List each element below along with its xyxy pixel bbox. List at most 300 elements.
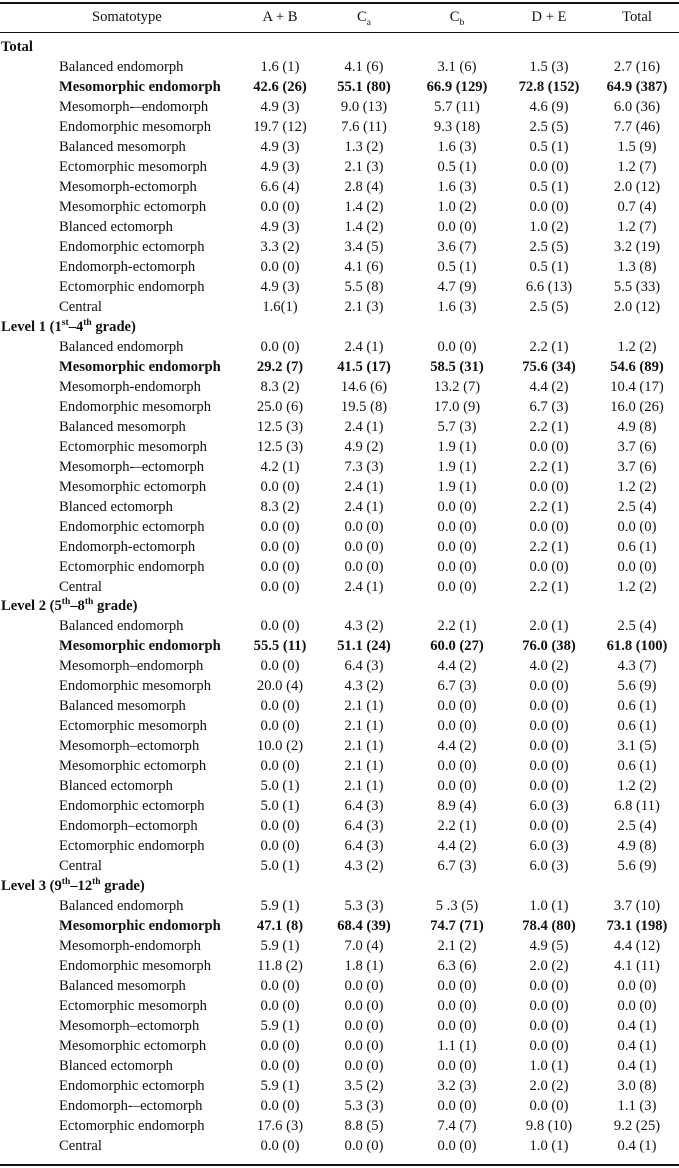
cell-de: 1.0 (1) bbox=[529, 1137, 569, 1154]
cell-de: 1.0 (2) bbox=[529, 218, 569, 235]
cell-total: 0.6 (1) bbox=[617, 718, 657, 735]
table-row bbox=[0, 856, 679, 876]
table-row bbox=[0, 1096, 679, 1116]
cell-total: 2.5 (4) bbox=[617, 818, 657, 835]
cell-de: 75.6 (34) bbox=[522, 358, 576, 375]
cell-de: 0.0 (0) bbox=[529, 558, 569, 575]
cell-total: 1.2 (2) bbox=[617, 338, 657, 355]
section-title-sup2: th bbox=[83, 317, 92, 328]
cell-ab: 0.0 (0) bbox=[260, 658, 300, 675]
cell-ab: 29.2 (7) bbox=[256, 358, 304, 375]
cell-ab: 5.0 (1) bbox=[260, 858, 300, 875]
somatotype-label: Ectomorphic mesomorph bbox=[59, 998, 207, 1014]
cell-cb: 13.2 (7) bbox=[433, 378, 481, 395]
cell-cb: 5 .3 (5) bbox=[435, 898, 479, 915]
cell-cb: 58.5 (31) bbox=[430, 358, 484, 375]
cell-total: 7.7 (46) bbox=[613, 118, 661, 135]
somatotype-label: Mesomorphic endomorph bbox=[59, 918, 221, 935]
cell-cb: 1.9 (1) bbox=[437, 458, 477, 475]
somatotype-label: Balanced mesomorph bbox=[59, 698, 186, 715]
somatotype-label: Mesomorph–ectomorph bbox=[59, 738, 200, 755]
cell-total: 0.4 (1) bbox=[617, 1018, 657, 1034]
cell-ab: 5.0 (1) bbox=[260, 778, 300, 795]
table-row bbox=[0, 437, 679, 457]
table-row bbox=[0, 1036, 679, 1056]
cell-cb: 74.7 (71) bbox=[430, 918, 484, 935]
cell-de: 1.5 (3) bbox=[529, 59, 569, 75]
cell-total: 1.5 (9) bbox=[617, 138, 657, 155]
cell-total: 5.5 (33) bbox=[613, 278, 661, 295]
somatotype-label: Central bbox=[59, 858, 102, 875]
somatotype-label: Blanced ectomorph bbox=[59, 218, 173, 235]
somatotype-label: Blanced ectomorph bbox=[59, 1058, 173, 1074]
somatotype-label: Central bbox=[59, 298, 102, 315]
cell-ab: 0.0 (0) bbox=[260, 838, 300, 855]
somatotype-label: Mesomorphic endomorph bbox=[59, 638, 221, 655]
somatotype-label: Mesomorphic ectomorph bbox=[59, 198, 207, 215]
cell-ca: 0.0 (0) bbox=[344, 558, 384, 575]
somatotype-label: Endomorphic mesomorph bbox=[59, 678, 211, 695]
cell-ab: 0.0 (0) bbox=[260, 758, 300, 775]
cell-cb: 6.7 (3) bbox=[437, 678, 477, 695]
somatotype-label: Mesomorph–ectomorph bbox=[59, 1018, 200, 1034]
cell-total: 0.4 (1) bbox=[617, 1137, 657, 1154]
table-row bbox=[0, 377, 679, 397]
cell-ab: 0.0 (0) bbox=[260, 1097, 300, 1114]
cell-de: 2.0 (2) bbox=[529, 958, 569, 975]
cell-total: 2.0 (12) bbox=[613, 178, 661, 195]
cell-ca: 6.4 (3) bbox=[344, 798, 384, 815]
cell-de: 0.0 (0) bbox=[529, 738, 569, 755]
cell-de: 0.0 (0) bbox=[529, 698, 569, 715]
cell-ca: 19.5 (8) bbox=[340, 398, 388, 415]
cell-total: 3.7 (6) bbox=[617, 458, 657, 475]
table-row bbox=[0, 117, 679, 137]
col-header-cb bbox=[417, 7, 497, 27]
cell-ab: 0.0 (0) bbox=[260, 578, 300, 595]
table-row bbox=[0, 656, 679, 676]
somatotype-label: Blanced ectomorph bbox=[59, 498, 173, 515]
cell-ab: 0.0 (0) bbox=[260, 1137, 300, 1154]
cell-cb: 0.0 (0) bbox=[437, 998, 477, 1014]
cell-de: 0.0 (0) bbox=[529, 478, 569, 495]
section-title-post: grade) bbox=[100, 878, 145, 895]
cell-ca: 6.4 (3) bbox=[344, 838, 384, 855]
cell-ca: 4.1 (6) bbox=[344, 258, 384, 275]
somatotype-label: Ectomorphic endomorph bbox=[59, 278, 205, 295]
somatotype-label: Endomorphic ectomorph bbox=[59, 518, 205, 535]
cell-de: 2.2 (1) bbox=[529, 418, 569, 435]
cell-ca: 3.4 (5) bbox=[344, 238, 384, 255]
cell-de: 0.0 (0) bbox=[529, 758, 569, 775]
cell-ca: 2.1 (1) bbox=[344, 758, 384, 775]
cell-cb: 0.0 (0) bbox=[437, 1137, 477, 1154]
cell-ab: 0.0 (0) bbox=[260, 698, 300, 715]
cell-cb: 8.9 (4) bbox=[437, 798, 477, 815]
table-row bbox=[0, 157, 679, 177]
cell-de: 2.2 (1) bbox=[529, 498, 569, 515]
cell-cb: 0.0 (0) bbox=[437, 698, 477, 715]
cell-total: 1.2 (2) bbox=[617, 778, 657, 795]
cell-cb: 1.6 (3) bbox=[437, 298, 477, 315]
cell-cb: 2.2 (1) bbox=[437, 818, 477, 835]
cell-cb: 0.0 (0) bbox=[437, 498, 477, 515]
cell-ca: 2.4 (1) bbox=[344, 498, 384, 515]
cell-total: 3.7 (10) bbox=[613, 898, 661, 915]
somatotype-label: Mesomorph-–endomorph bbox=[59, 98, 209, 115]
cell-total: 0.6 (1) bbox=[617, 758, 657, 775]
cell-ca: 2.4 (1) bbox=[344, 338, 384, 355]
cell-de: 2.2 (1) bbox=[529, 578, 569, 595]
cell-de: 4.6 (9) bbox=[529, 98, 569, 115]
cell-ab: 8.3 (2) bbox=[260, 378, 300, 395]
cell-ca: 6.4 (3) bbox=[344, 818, 384, 835]
table-row bbox=[0, 996, 679, 1016]
cell-de: 0.5 (1) bbox=[529, 258, 569, 275]
cell-de: 0.0 (0) bbox=[529, 1038, 569, 1054]
somatotype-label: Endomorphic mesomorph bbox=[59, 118, 211, 135]
cell-ab: 0.0 (0) bbox=[260, 538, 300, 555]
cell-ca: 1.3 (2) bbox=[344, 138, 384, 155]
somatotype-label: Ectomorphic mesomorph bbox=[59, 438, 207, 455]
table-row bbox=[0, 1136, 679, 1156]
somatotype-label: Endomorphic ectomorph bbox=[59, 1078, 205, 1094]
cell-ab: 0.0 (0) bbox=[260, 1058, 300, 1074]
cell-de: 4.0 (2) bbox=[529, 658, 569, 675]
cell-cb: 0.0 (0) bbox=[437, 218, 477, 235]
table-row bbox=[0, 1116, 679, 1136]
cell-de: 6.0 (3) bbox=[529, 838, 569, 855]
somatotype-label: Balanced endomorph bbox=[59, 898, 184, 915]
somatotype-label: Central bbox=[59, 1137, 102, 1154]
somatotype-label: Endomorph-ectomorph bbox=[59, 258, 196, 275]
somatotype-label: Mesomorph-–ectomorph bbox=[59, 458, 205, 475]
cell-ab: 5.9 (1) bbox=[260, 1018, 300, 1034]
cell-de: 0.0 (0) bbox=[529, 818, 569, 835]
somatotype-label: Balanced mesomorph bbox=[59, 418, 186, 435]
cell-cb: 0.5 (1) bbox=[437, 258, 477, 275]
somatotype-label: Mesomorph-endomorph bbox=[59, 938, 201, 955]
cell-total: 0.0 (0) bbox=[617, 978, 657, 995]
cell-ca: 5.3 (3) bbox=[344, 898, 384, 915]
cell-total: 3.1 (5) bbox=[617, 738, 657, 755]
col-header-cb-base: C bbox=[449, 9, 460, 25]
cell-ab: 25.0 (6) bbox=[256, 398, 304, 415]
table-row bbox=[0, 796, 679, 816]
cell-de: 0.0 (0) bbox=[529, 158, 569, 175]
cell-ab: 10.0 (2) bbox=[256, 738, 304, 755]
cell-ab: 5.9 (1) bbox=[260, 898, 300, 915]
cell-ab: 3.3 (2) bbox=[260, 238, 300, 255]
somatotype-label: Endomorph-–ectomorph bbox=[59, 1097, 203, 1114]
cell-cb: 4.4 (2) bbox=[437, 738, 477, 755]
bottom-rule bbox=[0, 1164, 679, 1166]
table-row bbox=[0, 77, 679, 97]
table-row bbox=[0, 477, 679, 497]
cell-cb: 4.7 (9) bbox=[437, 278, 477, 295]
somatotype-label: Ectomorphic mesomorph bbox=[59, 158, 207, 175]
cell-de: 0.0 (0) bbox=[529, 778, 569, 795]
cell-total: 10.4 (17) bbox=[610, 378, 664, 395]
cell-cb: 0.0 (0) bbox=[437, 558, 477, 575]
cell-ca: 5.5 (8) bbox=[344, 278, 384, 295]
cell-ca: 0.0 (0) bbox=[344, 1137, 384, 1154]
somatotype-label: Endomorphic mesomorph bbox=[59, 398, 211, 415]
cell-ca: 1.4 (2) bbox=[344, 198, 384, 215]
cell-total: 3.2 (19) bbox=[613, 238, 661, 255]
cell-de: 2.2 (1) bbox=[529, 458, 569, 475]
table-row bbox=[0, 357, 679, 377]
cell-ca: 0.0 (0) bbox=[344, 518, 384, 535]
cell-total: 2.7 (16) bbox=[613, 59, 661, 75]
cell-cb: 0.0 (0) bbox=[437, 538, 477, 555]
table-row bbox=[0, 137, 679, 157]
cell-de: 0.0 (0) bbox=[529, 998, 569, 1014]
somatotype-label: Balanced endomorph bbox=[59, 59, 184, 75]
cell-de: 1.0 (1) bbox=[529, 1058, 569, 1074]
cell-cb: 0.0 (0) bbox=[437, 758, 477, 775]
table-row bbox=[0, 1056, 679, 1076]
cell-ca: 2.4 (1) bbox=[344, 578, 384, 595]
table-row bbox=[0, 277, 679, 297]
section-title bbox=[0, 596, 679, 616]
cell-ca: 1.8 (1) bbox=[344, 958, 384, 975]
cell-total: 1.2 (2) bbox=[617, 578, 657, 595]
somatotype-label: Ectomorphic mesomorph bbox=[59, 718, 207, 735]
cell-total: 5.6 (9) bbox=[617, 678, 657, 695]
cell-ab: 0.0 (0) bbox=[260, 998, 300, 1014]
cell-cb: 0.0 (0) bbox=[437, 518, 477, 535]
header-rule bbox=[0, 32, 679, 33]
cell-cb: 0.0 (0) bbox=[437, 1058, 477, 1074]
cell-de: 0.5 (1) bbox=[529, 138, 569, 155]
cell-de: 2.0 (2) bbox=[529, 1078, 569, 1094]
cell-ca: 3.5 (2) bbox=[344, 1078, 384, 1094]
cell-ab: 12.5 (3) bbox=[256, 418, 304, 435]
cell-ab: 4.9 (3) bbox=[260, 98, 300, 115]
cell-ca: 41.5 (17) bbox=[337, 358, 391, 375]
table-row bbox=[0, 257, 679, 277]
cell-total: 64.9 (387) bbox=[606, 79, 668, 95]
col-header-cb-sub: b bbox=[459, 17, 465, 28]
cell-de: 0.5 (1) bbox=[529, 178, 569, 195]
cell-total: 2.5 (4) bbox=[617, 498, 657, 515]
cell-ab: 4.9 (3) bbox=[260, 158, 300, 175]
cell-total: 4.9 (8) bbox=[617, 838, 657, 855]
cell-total: 1.3 (8) bbox=[617, 258, 657, 275]
cell-cb: 1.1 (1) bbox=[437, 1038, 477, 1054]
cell-ca: 7.0 (4) bbox=[344, 938, 384, 955]
cell-total: 0.4 (1) bbox=[617, 1038, 657, 1054]
cell-total: 16.0 (26) bbox=[610, 398, 664, 415]
cell-ab: 55.5 (11) bbox=[253, 638, 307, 655]
cell-ca: 2.1 (3) bbox=[344, 298, 384, 315]
cell-cb: 66.9 (129) bbox=[426, 79, 488, 95]
section-title-post: grade) bbox=[91, 318, 136, 335]
cell-de: 78.4 (80) bbox=[522, 918, 576, 935]
cell-de: 6.7 (3) bbox=[529, 398, 569, 415]
cell-ab: 5.9 (1) bbox=[260, 938, 300, 955]
cell-ab: 8.3 (2) bbox=[260, 498, 300, 515]
cell-de: 6.0 (3) bbox=[529, 798, 569, 815]
somatotype-label: Mesomorph-endomorph bbox=[59, 378, 201, 395]
cell-cb: 4.4 (2) bbox=[437, 838, 477, 855]
table-row bbox=[0, 716, 679, 736]
cell-cb: 3.6 (7) bbox=[437, 238, 477, 255]
table-row bbox=[0, 1016, 679, 1036]
cell-ab: 0.0 (0) bbox=[260, 338, 300, 355]
cell-de: 2.2 (1) bbox=[529, 338, 569, 355]
cell-ca: 0.0 (0) bbox=[344, 998, 384, 1014]
cell-ab: 0.0 (0) bbox=[260, 558, 300, 575]
cell-total: 5.6 (9) bbox=[617, 858, 657, 875]
table-row bbox=[0, 457, 679, 477]
cell-ca: 7.3 (3) bbox=[344, 458, 384, 475]
section-title-text bbox=[1, 876, 145, 896]
cell-cb: 4.4 (2) bbox=[437, 658, 477, 675]
cell-total: 73.1 (198) bbox=[606, 918, 668, 935]
cell-ca: 0.0 (0) bbox=[344, 1058, 384, 1074]
somatotype-label: Endomorphic ectomorph bbox=[59, 798, 205, 815]
somatotype-label: Mesomorphic ectomorph bbox=[59, 758, 207, 775]
cell-cb: 1.6 (3) bbox=[437, 138, 477, 155]
cell-ab: 47.1 (8) bbox=[256, 918, 304, 935]
section-title-pre: Level 2 (5 bbox=[1, 598, 62, 615]
somatotype-label: Mesomorphic ectomorph bbox=[59, 478, 207, 495]
section-title-pre: Level 1 (1 bbox=[1, 318, 62, 335]
cell-total: 1.2 (2) bbox=[617, 478, 657, 495]
cell-de: 0.0 (0) bbox=[529, 1018, 569, 1034]
somatotype-label: Ectomorphic endomorph bbox=[59, 838, 205, 855]
table-row bbox=[0, 97, 679, 117]
cell-ab: 4.9 (3) bbox=[260, 278, 300, 295]
cell-cb: 1.0 (2) bbox=[437, 198, 477, 215]
cell-cb: 0.5 (1) bbox=[437, 158, 477, 175]
table-row bbox=[0, 197, 679, 217]
cell-ca: 2.4 (1) bbox=[344, 418, 384, 435]
somatotype-label: Balanced endomorph bbox=[59, 338, 184, 355]
cell-total: 3.0 (8) bbox=[617, 1078, 657, 1094]
section-title-text: Total bbox=[1, 39, 33, 55]
cell-ab: 17.6 (3) bbox=[256, 1117, 304, 1134]
cell-cb: 3.2 (3) bbox=[437, 1078, 477, 1094]
cell-cb: 6.7 (3) bbox=[437, 858, 477, 875]
cell-cb: 0.0 (0) bbox=[437, 1018, 477, 1034]
cell-total: 0.6 (1) bbox=[617, 698, 657, 715]
cell-ca: 68.4 (39) bbox=[337, 918, 391, 935]
section-title bbox=[0, 37, 679, 57]
cell-de: 2.2 (1) bbox=[529, 538, 569, 555]
cell-total: 2.5 (4) bbox=[617, 618, 657, 635]
col-header-somatotype: Somatotype bbox=[92, 9, 162, 25]
section-title-text bbox=[1, 596, 137, 616]
cell-total: 6.0 (36) bbox=[613, 98, 661, 115]
table-row bbox=[0, 976, 679, 996]
cell-ab: 0.0 (0) bbox=[260, 518, 300, 535]
section-title bbox=[0, 876, 679, 896]
cell-ab: 20.0 (4) bbox=[256, 678, 304, 695]
cell-total: 54.6 (89) bbox=[610, 358, 664, 375]
cell-ca: 8.8 (5) bbox=[344, 1117, 384, 1134]
cell-ca: 4.3 (2) bbox=[344, 858, 384, 875]
cell-total: 0.4 (1) bbox=[617, 1058, 657, 1074]
col-header-total: Total bbox=[622, 9, 652, 25]
table-row bbox=[0, 177, 679, 197]
table-row bbox=[0, 1076, 679, 1096]
col-header-ab: A + B bbox=[262, 9, 298, 25]
table-row bbox=[0, 397, 679, 417]
somatotype-label: Mesomorphic endomorph bbox=[59, 79, 221, 95]
cell-ca: 0.0 (0) bbox=[344, 978, 384, 995]
cell-cb: 0.0 (0) bbox=[437, 778, 477, 795]
table-row bbox=[0, 916, 679, 936]
cell-cb: 6.3 (6) bbox=[437, 958, 477, 975]
cell-cb: 7.4 (7) bbox=[437, 1117, 477, 1134]
cell-cb: 5.7 (11) bbox=[434, 98, 480, 115]
cell-ab: 0.0 (0) bbox=[260, 618, 300, 635]
cell-ab: 0.0 (0) bbox=[260, 818, 300, 835]
cell-ab: 4.9 (3) bbox=[260, 218, 300, 235]
cell-cb: 17.0 (9) bbox=[433, 398, 481, 415]
section-title-sup1: th bbox=[61, 597, 71, 608]
somatotype-label: Mesomorphic ectomorph bbox=[59, 1038, 207, 1054]
cell-cb: 0.0 (0) bbox=[437, 1097, 477, 1114]
cell-cb: 1.9 (1) bbox=[437, 478, 477, 495]
cell-ca: 4.1 (6) bbox=[344, 59, 384, 75]
table-row bbox=[0, 816, 679, 836]
cell-total: 2.0 (12) bbox=[613, 298, 661, 315]
cell-ab: 0.0 (0) bbox=[260, 478, 300, 495]
cell-total: 0.7 (4) bbox=[617, 198, 657, 215]
cell-ab: 19.7 (12) bbox=[253, 118, 307, 135]
cell-ca: 51.1 (24) bbox=[337, 638, 391, 655]
table-row bbox=[0, 696, 679, 716]
top-rule bbox=[0, 2, 679, 4]
cell-ab: 0.0 (0) bbox=[260, 1038, 300, 1054]
table-row bbox=[0, 936, 679, 956]
cell-de: 2.5 (5) bbox=[529, 238, 569, 255]
table-row bbox=[0, 217, 679, 237]
cell-de: 6.6 (13) bbox=[525, 278, 573, 295]
cell-total: 4.4 (12) bbox=[613, 938, 661, 955]
cell-de: 0.0 (0) bbox=[529, 978, 569, 995]
cell-cb: 60.0 (27) bbox=[430, 638, 484, 655]
cell-cb: 3.1 (6) bbox=[437, 59, 477, 75]
col-header-de: D + E bbox=[531, 9, 567, 25]
cell-ca: 9.0 (13) bbox=[340, 98, 388, 115]
cell-cb: 2.2 (1) bbox=[437, 618, 477, 635]
section-title-pre: Level 3 (9 bbox=[1, 878, 62, 895]
cell-total: 1.2 (7) bbox=[617, 218, 657, 235]
section-title-mid: –8 bbox=[70, 598, 85, 615]
cell-ab: 42.6 (26) bbox=[253, 79, 307, 95]
cell-cb: 1.9 (1) bbox=[437, 438, 477, 455]
section-title-sup2: th bbox=[92, 877, 101, 888]
section-title-text bbox=[1, 317, 136, 337]
cell-ca: 7.6 (11) bbox=[341, 118, 387, 135]
table-row bbox=[0, 517, 679, 537]
cell-ca: 2.1 (1) bbox=[344, 738, 384, 755]
cell-cb: 2.1 (2) bbox=[437, 938, 477, 955]
cell-ca: 2.1 (3) bbox=[344, 158, 384, 175]
section-title-sup2: th bbox=[84, 597, 94, 608]
cell-total: 9.2 (25) bbox=[613, 1117, 661, 1134]
cell-ca: 4.9 (2) bbox=[344, 438, 384, 455]
cell-ca: 2.8 (4) bbox=[344, 178, 384, 195]
col-header-ca-base: C bbox=[357, 9, 367, 25]
table-row bbox=[0, 57, 679, 77]
cell-de: 0.0 (0) bbox=[529, 438, 569, 455]
